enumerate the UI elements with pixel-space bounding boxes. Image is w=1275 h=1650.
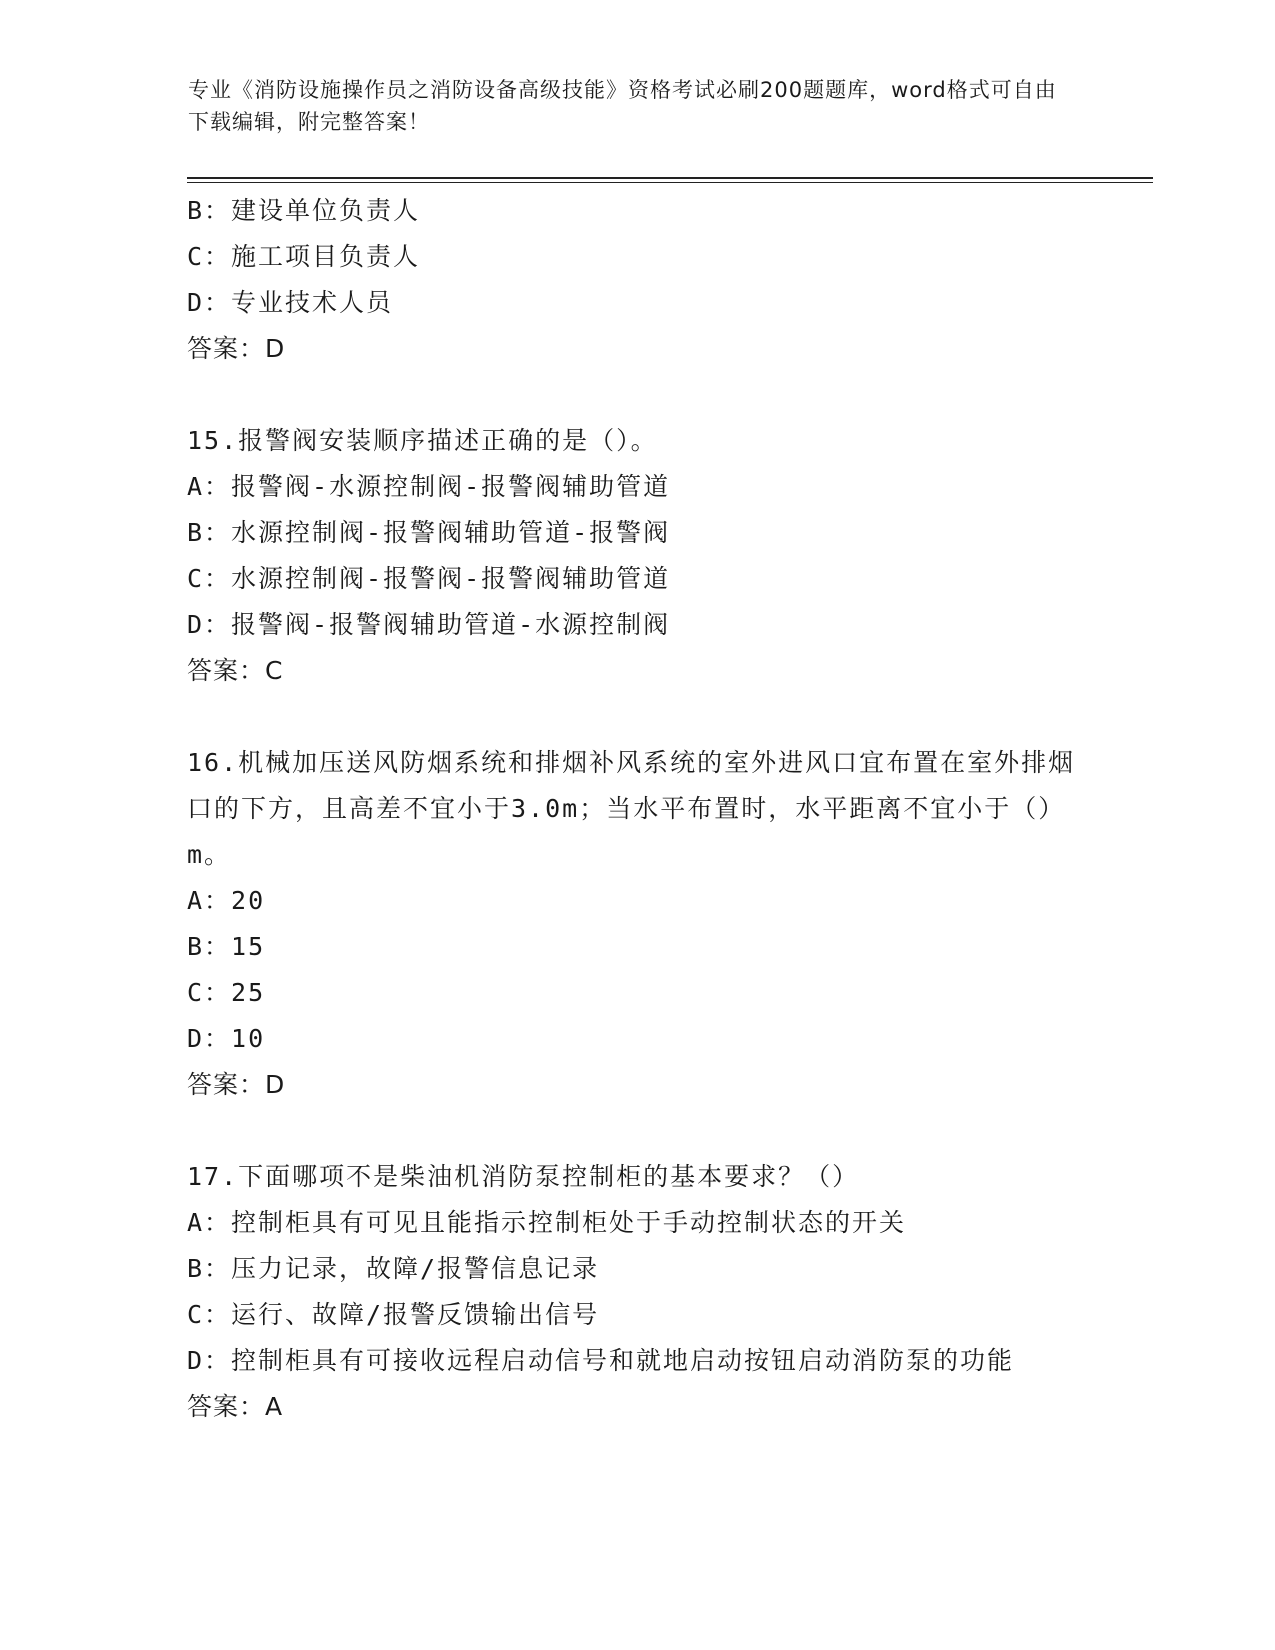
option-a: A：报警阀-水源控制阀-报警阀辅助管道 (187, 472, 671, 501)
option-d: D：专业技术人员 (187, 288, 394, 317)
question-16: 16.机械加压送风防烟系统和排烟补风系统的室外进风口宜布置在室外排烟口的下方，且高差不宜小于3.0m；当水平布置时，水平距离不宜小于（）m。 (187, 748, 1076, 869)
question-15: 15.报警阀安装顺序描述正确的是（）。 (187, 426, 658, 455)
option-b: B：水源控制阀-报警阀辅助管道-报警阀 (187, 518, 671, 547)
option-a: A：20 (187, 886, 266, 915)
option-c: C：水源控制阀-报警阀-报警阀辅助管道 (187, 564, 671, 593)
option-d: D：控制柜具有可接收远程启动信号和就地启动按钮启动消防泵的功能 (187, 1346, 1015, 1375)
option-d: D：报警阀-报警阀辅助管道-水源控制阀 (187, 610, 671, 639)
option-c: C：运行、故障/报警反馈输出信号 (187, 1300, 600, 1329)
option-b: B：15 (187, 932, 266, 961)
option-d: D：10 (187, 1024, 266, 1053)
answer: 答案：D (187, 1070, 286, 1099)
answer: 答案：C (187, 656, 284, 685)
question-content (187, 188, 1087, 1430)
question-17: 17.下面哪项不是柴油机消防泵控制柜的基本要求？（） (187, 1162, 860, 1191)
document-header: 专业《消防设施操作员之消防设备高级技能》资格考试必刷200题题库，word格式可自由下载编辑，附完整答案！ (188, 78, 1057, 134)
option-c: C：25 (187, 978, 266, 1007)
header-divider (187, 177, 1153, 179)
option-c: C：施工项目负责人 (187, 242, 421, 271)
option-a: A：控制柜具有可见且能指示控制柜处于手动控制状态的开关 (187, 1208, 907, 1237)
answer: 答案：D (187, 334, 286, 363)
answer: 答案：A (187, 1392, 284, 1421)
option-b: B：压力记录，故障/报警信息记录 (187, 1254, 600, 1283)
option-b: B：建设单位负责人 (187, 196, 421, 225)
header-divider-thin (187, 182, 1153, 183)
